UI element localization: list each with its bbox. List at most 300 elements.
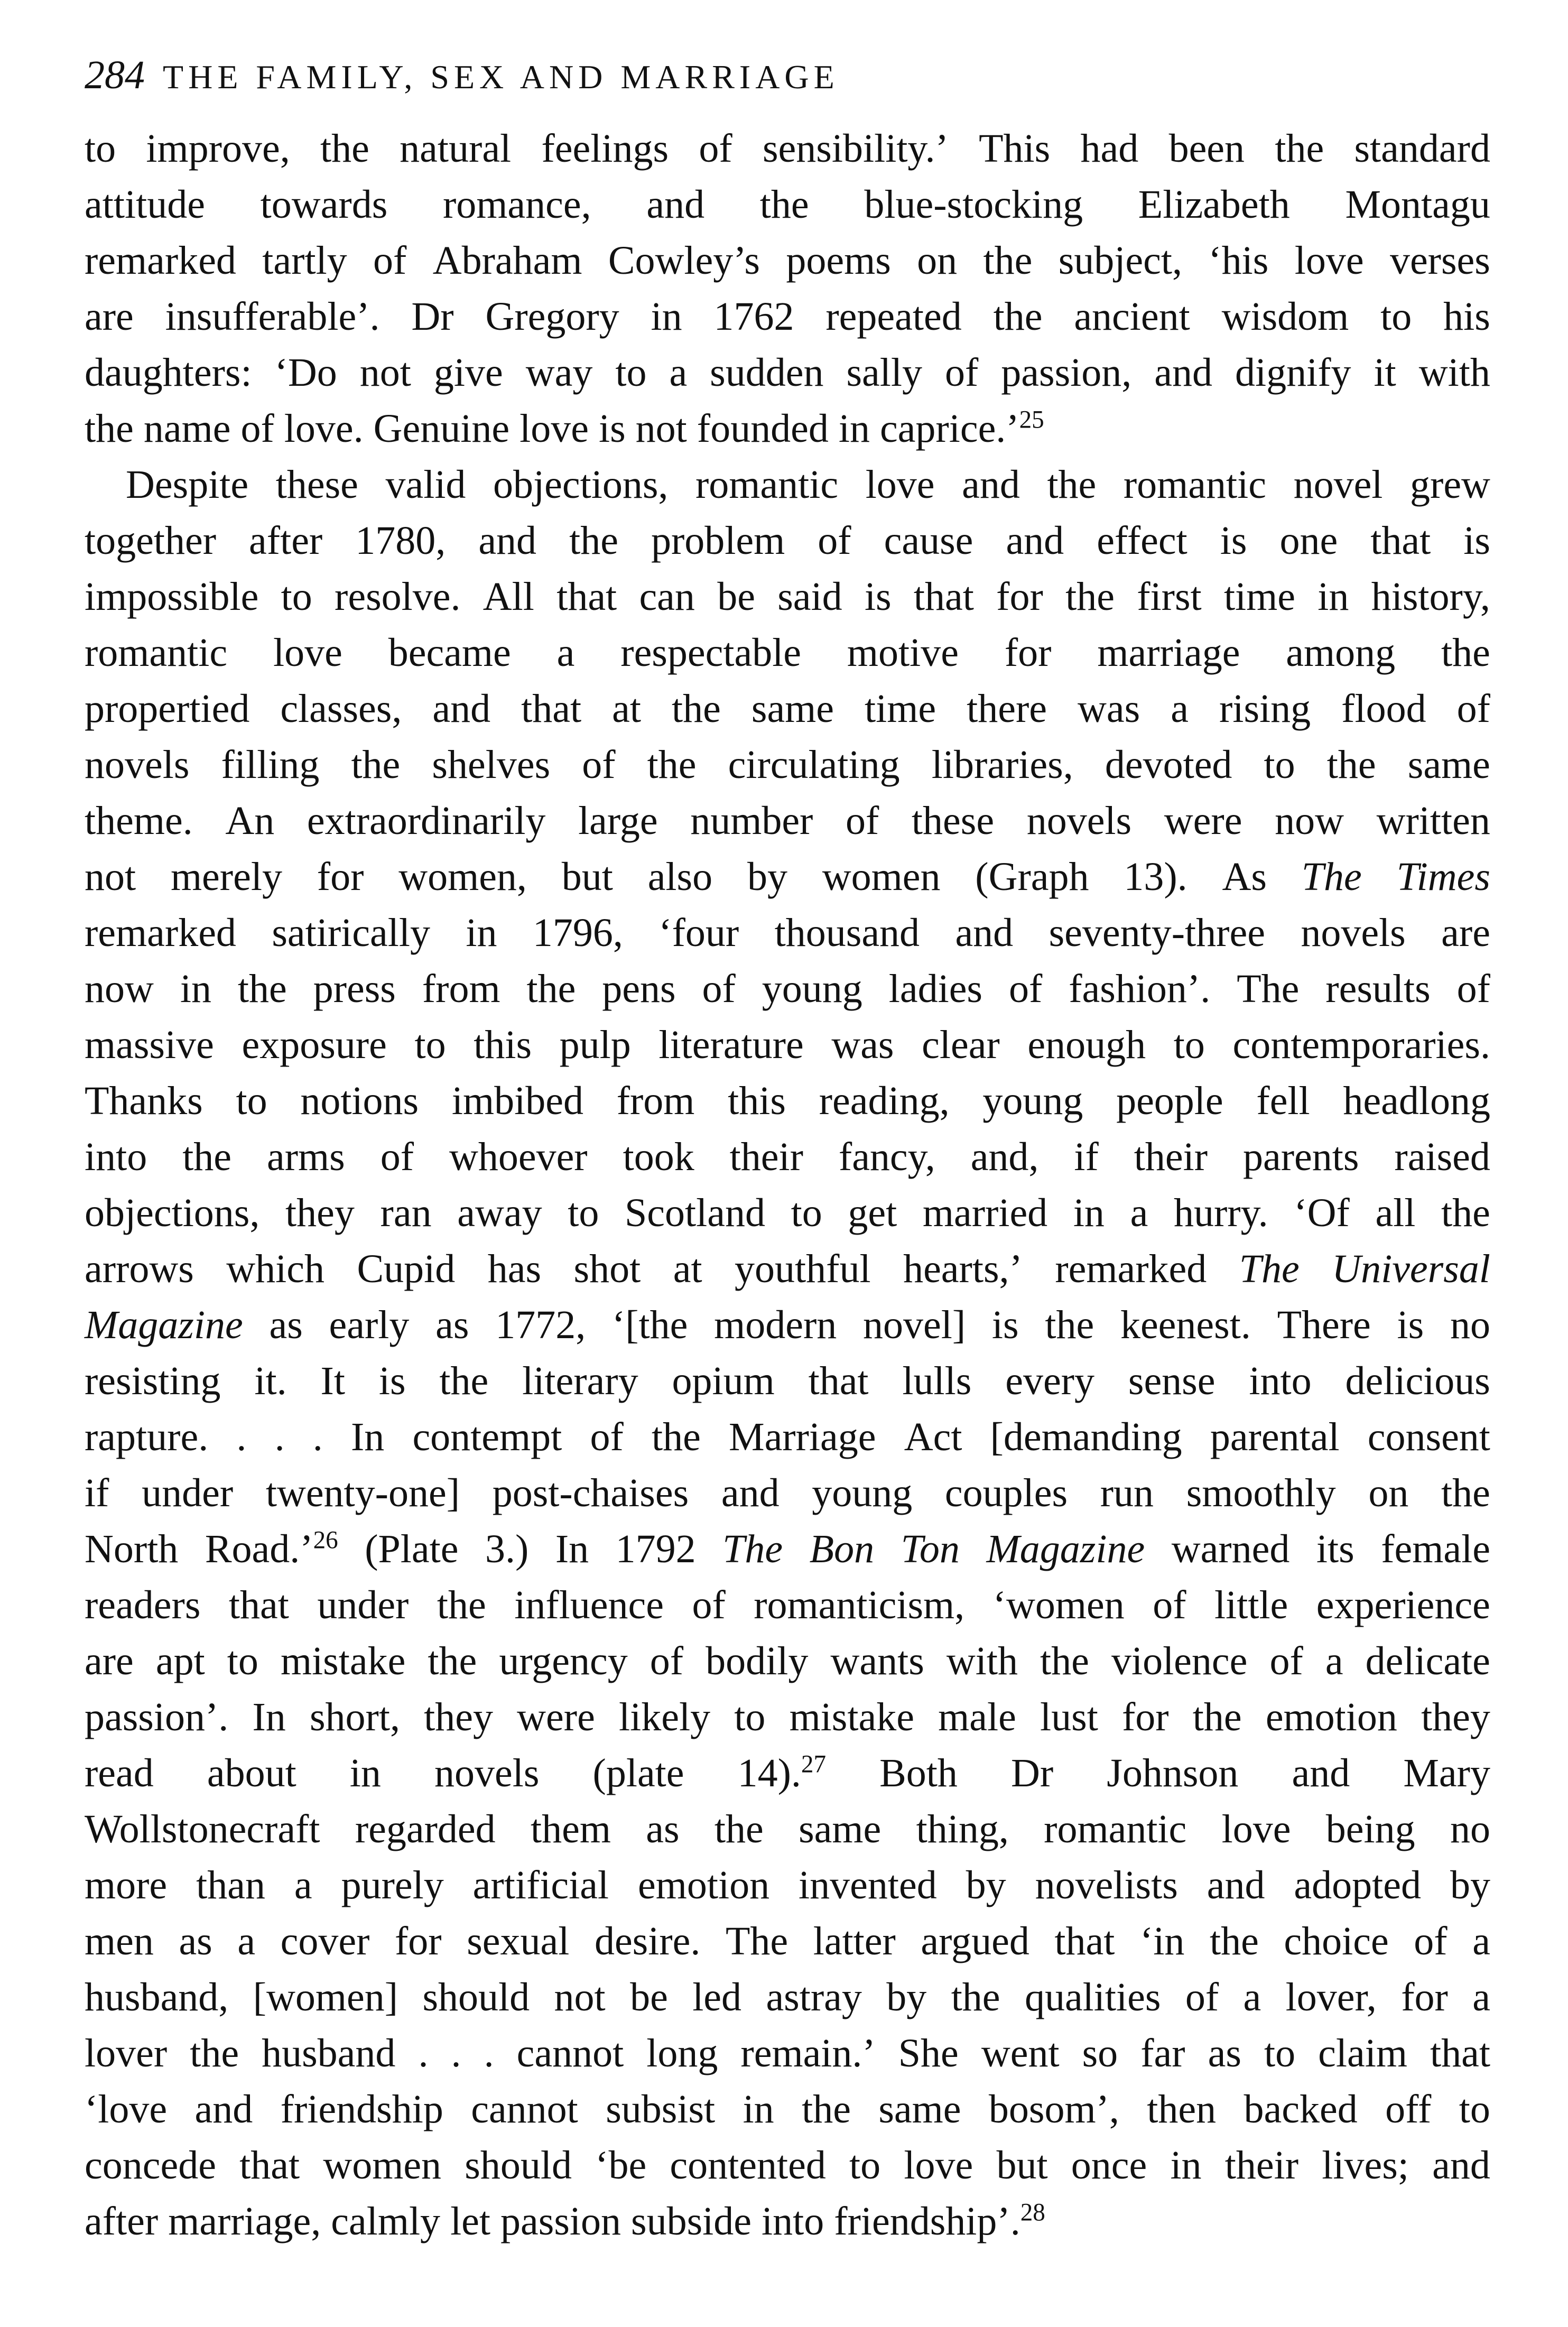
text-run: to <box>734 1695 766 1739</box>
word <box>810 1521 874 1577</box>
text-run: young <box>982 1079 1083 1123</box>
word <box>168 2193 321 2249</box>
word <box>1430 2025 1490 2081</box>
word <box>207 1745 296 1801</box>
text-run: parental <box>1210 1415 1340 1459</box>
word <box>365 1521 458 1577</box>
text-run: for <box>1401 1975 1448 2019</box>
word <box>280 681 402 737</box>
text-run: young <box>812 1471 913 1515</box>
text-line <box>85 569 1490 625</box>
word <box>1410 457 1490 513</box>
text-run: towards <box>260 182 388 227</box>
word <box>493 1465 689 1521</box>
text-run: for <box>1121 1695 1169 1739</box>
text-run: is <box>1397 1303 1424 1347</box>
text-line <box>85 345 1490 401</box>
word <box>1107 1745 1238 1801</box>
text-run: devoted <box>1105 743 1232 787</box>
text-run: were <box>517 1695 595 1739</box>
word <box>321 1353 345 1409</box>
word <box>85 1913 154 1969</box>
text-run: the <box>951 1975 1000 2019</box>
text-line <box>85 2137 1490 2193</box>
word <box>229 1577 289 1633</box>
text-run: bosom’, <box>988 2087 1119 2131</box>
text-run: from <box>616 1079 695 1123</box>
word <box>238 961 287 1017</box>
text-run: be <box>630 1975 668 2019</box>
text-run: caprice.’ <box>879 406 1019 451</box>
text-run: whoever <box>449 1135 588 1179</box>
text-run: ‘in <box>1139 1919 1185 1963</box>
word <box>1140 1913 1184 1969</box>
word <box>738 1745 826 1801</box>
word <box>889 961 982 1017</box>
word <box>281 569 312 625</box>
word <box>1397 1297 1424 1353</box>
text-run: modern <box>714 1303 837 1347</box>
text-run: it. <box>254 1359 287 1403</box>
word <box>433 233 582 289</box>
text-run: filling <box>221 743 320 787</box>
word <box>1325 1633 1343 1689</box>
word <box>809 1353 869 1409</box>
word <box>262 233 347 289</box>
text-run: had <box>1080 126 1139 171</box>
text-run: of <box>582 743 616 787</box>
text-run: artificial <box>472 1863 609 1907</box>
word <box>819 1073 950 1129</box>
word <box>1170 2137 1201 2193</box>
text-run: of <box>1456 967 1490 1011</box>
text-run: marriage, <box>168 2199 321 2243</box>
text-run: literary <box>522 1359 638 1403</box>
text-run: claim <box>1318 2031 1407 2075</box>
text-run: theme. <box>85 799 193 843</box>
word <box>275 345 337 401</box>
text-run: backed <box>1244 2087 1358 2131</box>
word <box>848 1185 897 1241</box>
word <box>182 1129 231 1185</box>
text-run: of <box>692 1583 726 1627</box>
text-run: a <box>237 1919 256 1963</box>
word <box>195 2081 253 2137</box>
text-line <box>85 1297 1490 1353</box>
text-run: merely <box>170 855 282 899</box>
text-run: . <box>451 2031 461 2075</box>
text-run: after <box>85 2199 159 2243</box>
text-run: that <box>913 574 974 619</box>
word <box>412 1409 562 1465</box>
word <box>85 1465 109 1521</box>
word <box>85 120 116 177</box>
text-run: ‘women <box>992 1583 1125 1627</box>
text-line <box>85 120 1490 177</box>
text-run: enough <box>1027 1023 1146 1067</box>
text-run: not <box>85 855 136 899</box>
word <box>261 177 388 233</box>
word <box>786 233 890 289</box>
word <box>457 1185 542 1241</box>
text-line <box>85 1017 1490 1073</box>
text-run: The <box>725 1919 788 1963</box>
text-run: to <box>568 1191 599 1235</box>
text-run: first <box>1137 574 1202 619</box>
word <box>658 1017 803 1073</box>
word <box>1294 1857 1421 1913</box>
word <box>1318 569 1349 625</box>
text-run: that <box>1370 518 1431 563</box>
word <box>1097 625 1240 681</box>
word <box>435 1297 469 1353</box>
word <box>85 1801 320 1857</box>
word <box>669 345 687 401</box>
text-run: Both <box>879 1751 958 1795</box>
text-run: ran <box>380 1191 432 1235</box>
text-run: twenty-one] <box>265 1471 460 1515</box>
word <box>1049 905 1265 961</box>
word <box>1408 737 1490 793</box>
text-run: by <box>966 1863 1006 1907</box>
text-run: more <box>85 1863 168 1907</box>
text-run: and <box>432 687 491 731</box>
text-run: also <box>647 855 713 899</box>
text-run: the <box>672 687 721 731</box>
text-line <box>85 961 1490 1017</box>
word <box>812 1465 912 1521</box>
text-run: results <box>1325 967 1431 1011</box>
text-line <box>85 1353 1490 1409</box>
word <box>967 681 1047 737</box>
word <box>85 1633 134 1689</box>
text-run: fell <box>1256 1079 1310 1123</box>
text-run: adopted <box>1294 1863 1422 1907</box>
word <box>1005 1353 1094 1409</box>
word <box>485 1521 528 1577</box>
text-run: now <box>1275 799 1344 843</box>
word <box>1371 569 1490 625</box>
text-run: argued <box>921 1919 1029 1963</box>
text-run: pulp <box>559 1023 631 1067</box>
text-run: is <box>991 1303 1019 1347</box>
text-run: at <box>612 687 641 731</box>
text-run: concede <box>85 2143 216 2187</box>
text-run: insufferable’. <box>165 294 380 339</box>
text-run: into <box>762 2199 824 2243</box>
text-run: that <box>808 1359 869 1403</box>
word <box>992 1297 1019 1353</box>
text-run: let <box>450 2199 491 2243</box>
text-run: lover <box>85 2031 168 2075</box>
text-run: founded <box>697 406 829 451</box>
word <box>966 1857 1006 1913</box>
text-run: as <box>179 1919 212 1963</box>
word <box>989 2081 1119 2137</box>
word <box>1208 2025 1241 2081</box>
word <box>1463 513 1490 569</box>
word <box>1370 513 1431 569</box>
word <box>1193 1689 1242 1745</box>
word <box>1294 1185 1350 1241</box>
text-run: is <box>598 406 626 451</box>
word <box>651 513 785 569</box>
text-run: Gregory <box>485 294 619 339</box>
text-run: of <box>1456 687 1490 731</box>
text-run: ancient <box>1074 294 1190 339</box>
text-run: of <box>944 350 979 395</box>
text-run: the <box>1441 1191 1490 1235</box>
text-run: wisdom <box>1221 294 1349 339</box>
word <box>1343 1073 1490 1129</box>
text-run: remarked <box>85 911 236 955</box>
word <box>904 2137 973 2193</box>
word <box>648 849 712 905</box>
word <box>254 1353 286 1409</box>
text-run: the <box>428 1639 477 1683</box>
text-run: name <box>143 406 231 451</box>
text-run: love <box>519 406 589 451</box>
word <box>432 681 490 737</box>
word <box>85 1017 214 1073</box>
word <box>1403 1745 1490 1801</box>
text-run: delicate <box>1365 1639 1490 1683</box>
word <box>722 1521 783 1577</box>
word <box>1450 1801 1490 1857</box>
text-run: likely <box>619 1695 711 1739</box>
text-run: apt <box>155 1639 205 1683</box>
word <box>533 905 623 961</box>
text-run: in <box>466 911 497 955</box>
word <box>777 569 842 625</box>
word <box>886 1969 926 2025</box>
text-run: to <box>1264 2031 1296 2075</box>
text-run: are <box>85 294 134 339</box>
word <box>434 345 503 401</box>
italic-text: The <box>722 1527 783 1571</box>
word <box>1256 1073 1310 1129</box>
word <box>1138 177 1290 233</box>
italic-text: Magazine <box>85 1303 243 1347</box>
text-run: written <box>1376 799 1490 843</box>
word <box>381 1129 414 1185</box>
word <box>710 345 823 401</box>
word <box>1069 961 1210 1017</box>
word <box>616 1521 696 1577</box>
word <box>1222 1801 1291 1857</box>
text-run: not <box>359 350 411 395</box>
text-line <box>85 1633 1490 1689</box>
word <box>1233 1017 1490 1073</box>
word <box>474 1017 532 1073</box>
text-run: It <box>320 1359 345 1403</box>
text-run: not <box>635 406 687 451</box>
word <box>760 177 809 233</box>
word <box>714 289 794 345</box>
text-run: ladies <box>888 967 983 1011</box>
text-run: now <box>85 967 154 1011</box>
text-run: opium <box>672 1359 775 1403</box>
word <box>914 569 974 625</box>
word <box>526 345 593 401</box>
text-run: should <box>422 1975 530 2019</box>
text-run: passion, <box>1001 350 1132 395</box>
word <box>1318 2025 1407 2081</box>
text-run: on <box>917 238 958 283</box>
text-run: their <box>729 1135 803 1179</box>
word <box>1040 1633 1089 1689</box>
text-run: contemporaries. <box>1232 1023 1490 1067</box>
word <box>1186 1465 1336 1521</box>
word <box>1011 1745 1053 1801</box>
text-run: that <box>239 2143 300 2187</box>
word <box>1457 961 1490 1017</box>
text-run: is <box>378 1359 406 1403</box>
word <box>1208 233 1268 289</box>
text-run: thousand <box>774 911 920 955</box>
text-run: in <box>1318 574 1349 619</box>
text-run: in <box>349 1751 381 1795</box>
word <box>1222 289 1349 345</box>
text-run: and <box>1207 1863 1265 1907</box>
word <box>813 1913 896 1969</box>
word <box>986 1521 1145 1577</box>
text-run: arrows <box>85 1247 194 1291</box>
word <box>638 1857 769 1913</box>
text-run: In <box>555 1527 589 1571</box>
text-line <box>85 1073 1490 1129</box>
word <box>672 681 721 737</box>
text-run: hearts,’ <box>903 1247 1023 1291</box>
word <box>85 2025 167 2081</box>
text-run: Genuine <box>373 406 510 451</box>
text-run: standard <box>1354 126 1490 171</box>
text-run: long <box>646 2031 718 2075</box>
italic-text: Universal <box>1332 1247 1490 1291</box>
text-run: people <box>1116 1079 1223 1123</box>
text-run: of <box>373 238 407 283</box>
word <box>85 2137 216 2193</box>
word <box>568 1185 599 1241</box>
text-line <box>85 737 1490 793</box>
word <box>646 1801 679 1857</box>
word <box>284 401 364 457</box>
word <box>1286 625 1395 681</box>
word <box>313 961 396 1017</box>
word <box>1105 737 1232 793</box>
word <box>672 1353 774 1409</box>
word <box>1264 2025 1295 2081</box>
word <box>630 1969 668 2025</box>
text-run: cannot <box>471 2087 578 2131</box>
word <box>802 2081 851 2137</box>
text-run: parents <box>1243 1135 1359 1179</box>
text-run: experience <box>1316 1583 1490 1627</box>
text-run: into <box>1249 1359 1312 1403</box>
text-run: violence <box>1111 1639 1248 1683</box>
word <box>1286 1969 1377 2025</box>
word <box>1134 1129 1208 1185</box>
text-run: not <box>554 1975 606 2019</box>
word <box>825 289 961 345</box>
text-run: cover <box>280 1919 370 1963</box>
word <box>451 2025 461 2081</box>
text-run: Thanks <box>85 1079 203 1123</box>
text-run: after <box>249 518 323 563</box>
text-run: ‘four <box>658 911 739 955</box>
text-run: hurry. <box>1173 1191 1268 1235</box>
word <box>556 569 617 625</box>
text-run: among <box>1286 631 1396 675</box>
text-run: invented <box>799 1863 937 1907</box>
text-run: regarded <box>355 1807 496 1851</box>
word <box>225 793 274 849</box>
text-run: She <box>898 2031 959 2075</box>
word <box>639 569 694 625</box>
word <box>1284 1913 1388 1969</box>
text-run: into <box>85 1135 147 1179</box>
text-run: readers <box>85 1583 201 1627</box>
text-run: the <box>759 182 809 227</box>
word <box>994 289 1043 345</box>
text-run: they <box>424 1695 493 1739</box>
word <box>379 1353 406 1409</box>
word <box>85 1241 194 1297</box>
word <box>1414 1913 1447 1969</box>
word <box>1341 681 1426 737</box>
word <box>85 1521 178 1577</box>
word <box>1137 569 1201 625</box>
text-run: these <box>275 462 358 507</box>
word <box>1275 120 1324 177</box>
word <box>273 625 342 681</box>
text-run: Mary <box>1403 1751 1490 1795</box>
text-run: Scotland <box>624 1191 765 1235</box>
word <box>623 1129 694 1185</box>
text-line <box>85 401 1490 457</box>
word <box>165 289 380 345</box>
text-run: improve, <box>146 126 290 171</box>
word <box>990 1409 1182 1465</box>
word <box>791 1185 822 1241</box>
word <box>706 1633 808 1689</box>
word <box>834 2193 1045 2249</box>
text-run: as <box>435 1303 469 1347</box>
text-line <box>85 1745 1490 1801</box>
text-run: 13). <box>1124 855 1187 899</box>
word <box>715 1801 764 1857</box>
text-run: (Plate <box>365 1527 459 1571</box>
text-run: were <box>1164 799 1242 843</box>
text-run: way <box>525 350 593 395</box>
word <box>428 1633 477 1689</box>
word <box>196 1857 265 1913</box>
word <box>85 1297 243 1353</box>
word <box>85 1129 147 1185</box>
word <box>1120 1297 1251 1353</box>
text-run: Montagu <box>1345 182 1490 227</box>
word <box>1001 345 1131 401</box>
text-run: same <box>878 2087 961 2131</box>
word <box>357 1241 455 1297</box>
text-run: subside <box>631 2199 752 2243</box>
word <box>478 513 536 569</box>
text-run: shelves <box>432 743 551 787</box>
word <box>310 1689 400 1745</box>
word <box>865 569 892 625</box>
word <box>650 1633 683 1689</box>
word <box>1040 1689 1098 1745</box>
